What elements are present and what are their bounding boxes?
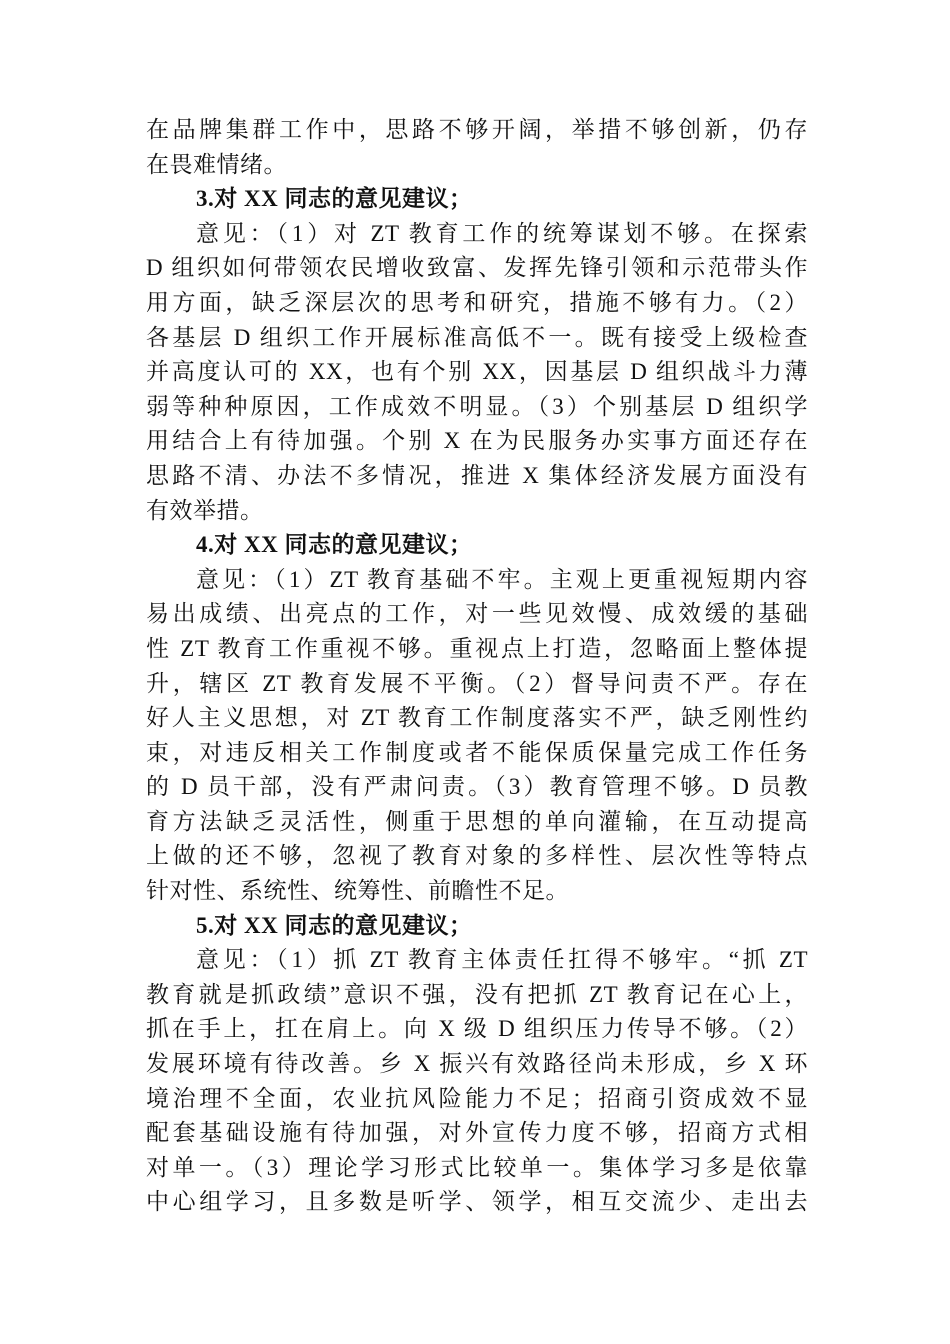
section-heading: 3.对 XX 同志的意见建议；: [196, 186, 473, 212]
paragraph-line: 思路不清、办法不多情况，推进 X 集体经济发展方面没有: [146, 462, 808, 488]
section-heading: 4.对 XX 同志的意见建议；: [196, 532, 473, 558]
paragraph-line: 配套基础设施有待加强，对外宣传力度不够，招商方式相: [146, 1120, 808, 1146]
section-heading: 5.对 XX 同志的意见建议；: [196, 912, 473, 938]
paragraph-line: 弱等种种原因，工作成效不明显。（3）个别基层 D 组织学: [146, 393, 808, 419]
paragraph-line: 育方法缺乏灵活性，侧重于思想的单向灌输，在互动提高: [146, 808, 808, 834]
paragraph-line: 发展环境有待改善。乡 X 振兴有效路径尚未形成，乡 X 环: [146, 1051, 808, 1077]
paragraph-line: 意见：（1）ZT 教育基础不牢。主观上更重视短期内容: [196, 566, 808, 592]
paragraph-line: D 组织如何带领农民增收致富、发挥先锋引领和示范带头作: [146, 255, 808, 281]
paragraph-line: 抓在手上，扛在肩上。向 X 级 D 组织压力传导不够。（2）: [146, 1016, 808, 1042]
paragraph-line: 各基层 D 组织工作开展标准高低不一。既有接受上级检查: [146, 324, 808, 350]
paragraph-line: 在品牌集群工作中，思路不够开阔，举措不够创新，仍存: [146, 117, 808, 142]
paragraph-line: 中心组学习，且多数是听学、领学，相互交流少、走出去: [146, 1189, 808, 1215]
paragraph-line: 对单一。（3）理论学习形式比较单一。集体学习多是依靠: [146, 1154, 808, 1180]
paragraph-line: 意见：（1）对 ZT 教育工作的统筹谋划不够。在探索: [196, 220, 808, 246]
paragraph-line: 用方面，缺乏深层次的思考和研究，措施不够有力。（2）: [146, 289, 808, 315]
document-body: [146, 113, 808, 1220]
paragraph-line: 束，对违反相关工作制度或者不能保质保量完成工作任务: [146, 739, 808, 765]
paragraph-line: 意见：（1）抓 ZT 教育主体责任扛得不够牢。“抓 ZT: [196, 947, 808, 973]
paragraph-line: 在畏难情绪。: [146, 151, 287, 177]
paragraph-line: 针对性、系统性、统筹性、前瞻性不足。: [146, 878, 569, 904]
paragraph-line: 境治理不全面，农业抗风险能力不足；招商引资成效不显: [146, 1085, 808, 1111]
paragraph-line: 用结合上有待加强。个别 X 在为民服务办实事方面还存在: [146, 428, 808, 454]
paragraph-line: 有效举措。: [146, 497, 264, 523]
paragraph-line: 升，辖区 ZT 教育发展不平衡。（2）督导问责不严。存在: [146, 670, 808, 696]
paragraph-line: 并高度认可的 XX，也有个别 XX，因基层 D 组织战斗力薄: [146, 359, 808, 385]
paragraph-line: 易出成绩、出亮点的工作，对一些见效慢、成效缓的基础: [146, 601, 808, 627]
paragraph-line: 上做的还不够，忽视了教育对象的多样性、层次性等特点: [146, 843, 808, 869]
paragraph-line: 教育就是抓政绩”意识不强，没有把抓 ZT 教育记在心上，: [146, 981, 808, 1007]
paragraph-line: 好人主义思想，对 ZT 教育工作制度落实不严，缺乏刚性约: [146, 705, 808, 731]
paragraph-line: 性 ZT 教育工作重视不够。重视点上打造，忽略面上整体提: [146, 635, 808, 661]
paragraph-line: 的 D 员干部，没有严肃问责。（3）教育管理不够。D 员教: [146, 774, 808, 800]
